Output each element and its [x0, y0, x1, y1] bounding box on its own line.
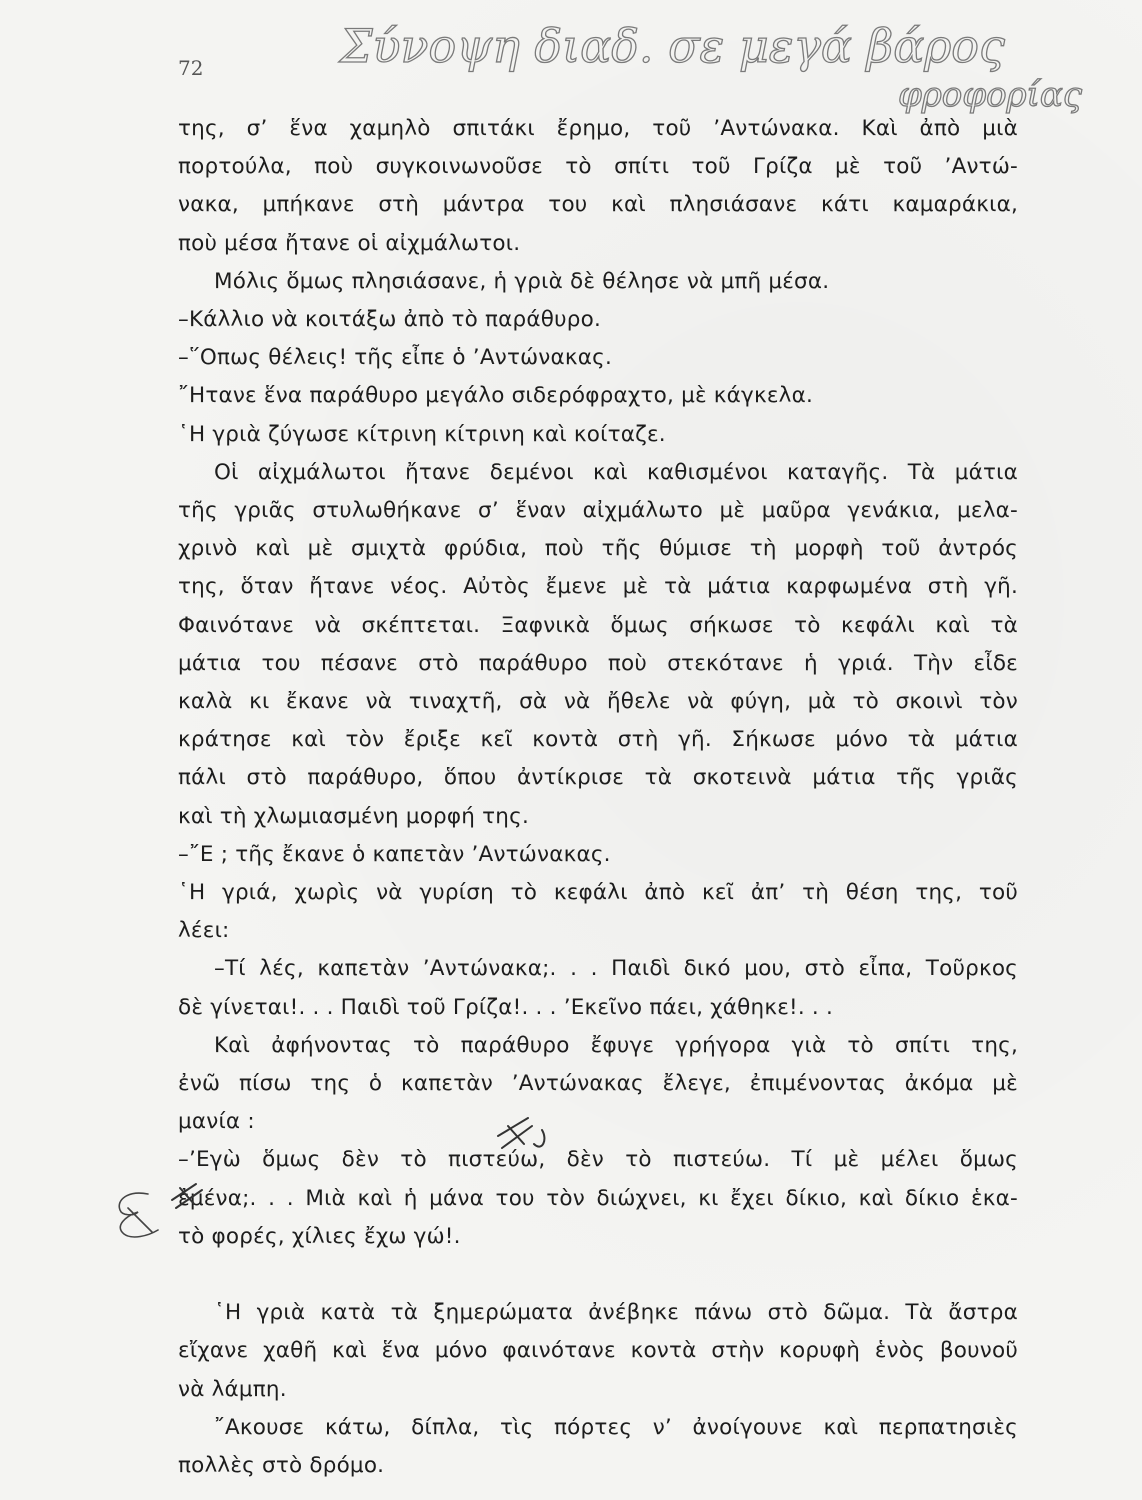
text-line: –Κάλλιο νὰ κοιτάξω ἀπὸ τὸ παράθυρο.	[178, 307, 601, 333]
text-line: κράτησε καὶ τὸν ἔριξε κεῖ κοντὰ στὴ γῆ. Σήκωσε μόνο τὰ μάτια	[178, 727, 1018, 753]
text-line: πορτούλα, ποὺ συγκοινωνοῦσε τὸ σπίτι τοῦ Γρίζα μὲ τοῦ ’Αντώ-	[178, 154, 1018, 180]
text-line: –Τί λές, καπετὰν ’Αντώνακα;. . . Παιδὶ δικό μου, στὸ εἶπα, Τοῦρκος	[214, 956, 1018, 982]
text-line: –’Εγὼ ὅμως δὲν τὸ πιστεύω, δὲν τὸ πιστεύω. Τί μὲ μέλει ὅμως	[178, 1147, 1018, 1173]
text-line: ῾Η γριά, χωρὶς νὰ γυρίση τὸ κεφάλι ἀπὸ κεῖ ἀπ’ τὴ θέση της, τοῦ	[178, 880, 1018, 906]
text-line: νὰ λάμπη.	[178, 1376, 287, 1402]
text-line: μανία :	[178, 1109, 255, 1135]
text-line: καὶ τὴ χλωμιασμένη μορφή της.	[178, 803, 529, 829]
text-line: χρινὸ καὶ μὲ σμιχτὰ φρύδια, ποὺ τῆς θύμισε τὴ μορφὴ τοῦ ἀντρός	[178, 536, 1018, 562]
annotation-line-2: φροφορίας	[898, 75, 1082, 115]
text-line: λέει:	[178, 918, 230, 944]
text-line: πάλι στὸ παράθυρο, ὅπου ἀντίκρισε τὰ σκοτεινὰ μάτια τῆς γριᾶς	[178, 765, 1018, 791]
text-line: τῆς γριᾶς στυλωθήκανε σ’ ἕναν αἰχμάλωτο μὲ μαῦρα γενάκια, μελα-	[178, 498, 1018, 524]
text-line: ῎Ακουσε κάτω, δίπλα, τὶς πόρτες ν’ ἀνοίγουνε καὶ περπατησιὲς	[214, 1414, 1018, 1440]
text-line: νακα, μπήκανε στὴ μάντρα του καὶ πλησιάσανε κάτι καμαράκια,	[178, 192, 1018, 218]
text-line: δὲ γίνεται!. . . Παιδὶ τοῦ Γρίζα!. . . ’Εκεῖνο πάει, χάθηκε!. . .	[178, 994, 834, 1020]
text-line: εἴχανε χαθῆ καὶ ἕνα μόνο φαινότανε κοντὰ στὴν κορυφὴ ἑνὸς βουνοῦ	[178, 1338, 1018, 1364]
text-line: καλὰ κι ἔκανε νὰ τιναχτῆ, σὰ νὰ ἤθελε νὰ φύγη, μὰ τὸ σκοινὶ τὸν	[178, 689, 1018, 715]
text-line: τὸ φορές, χίλιες ἔχω γώ!.	[178, 1223, 461, 1249]
text-line: της, σ’ ἕνα χαμηλὸ σπιτάκι ἔρημο, τοῦ ’Αντώνακα. Καὶ ἀπὸ μιὰ	[178, 116, 1018, 141]
text-line: Μόλις ὅμως πλησιάσανε, ἡ γριὰ δὲ θέλησε νὰ μπῆ μέσα.	[214, 268, 830, 294]
section-cut-mark-start	[170, 1180, 208, 1210]
text-line: πολλὲς στὸ δρόμο.	[178, 1452, 385, 1478]
annotation-line-1: Σύνοψη διαδ. σε μεγά βάρος	[340, 19, 1005, 73]
body-text	[178, 110, 1018, 1485]
text-line: ῎Ητανε ἕνα παράθυρο μεγάλο σιδερόφραχτο, μὲ κάγκελα.	[178, 383, 814, 409]
text-line: της, ὅταν ἤτανε νέος. Αὐτὸς ἔμενε μὲ τὰ μάτια καρφωμένα στὴ γῆ.	[178, 574, 1018, 600]
text-line: Οἱ αἰχμάλωτοι ἤτανε δεμένοι καὶ καθισμένοι καταγῆς. Τὰ μάτια	[214, 459, 1018, 485]
text-line: ἐμένα;. . . Μιὰ καὶ ἡ μάνα του τὸν διώχνει, κι ἔχει δίκιο, καὶ δίκιο ἑκα-	[178, 1185, 1018, 1211]
section-cut-mark-end	[494, 1114, 550, 1158]
text-line: μάτια του πέσανε στὸ παράθυρο ποὺ στεκότανε ἡ γριά. Τὴν εἶδε	[178, 650, 1018, 676]
page-number: 72	[178, 56, 204, 80]
text-line: Καὶ ἀφήνοντας τὸ παράθυρο ἔφυγε γρήγορα γιὰ τὸ σπίτι της,	[214, 1032, 1018, 1058]
text-line: –῎Ε ; τῆς ἔκανε ὁ καπετὰν ’Αντώνακας.	[178, 841, 611, 867]
text-line: –῞Οπως θέλεις! τῆς εἶπε ὁ ’Αντώνακας.	[178, 345, 612, 371]
text-line: ῾Η γριὰ κατὰ τὰ ξημερώματα ἀνέβηκε πάνω στὸ δῶμα. Τὰ ἄστρα	[214, 1300, 1018, 1326]
paragraph-gap	[178, 1256, 1018, 1294]
text-line: ἐνῶ πίσω της ὁ καπετὰν ’Αντώνακας ἔλεγε, ἐπιμένοντας ἀκόμα μὲ	[178, 1071, 1018, 1097]
text-line: ποὺ μέσα ἤτανε οἱ αἰχμάλωτοι.	[178, 230, 521, 256]
text-line: Φαινότανε νὰ σκέπτεται. Ξαφνικὰ ὅμως σήκωσε τὸ κεφάλι καὶ τὰ	[178, 612, 1018, 638]
margin-e-mark	[108, 1186, 168, 1242]
text-line: ῾Η γριὰ ζύγωσε κίτρινη κίτρινη καὶ κοίταζε.	[178, 421, 666, 447]
